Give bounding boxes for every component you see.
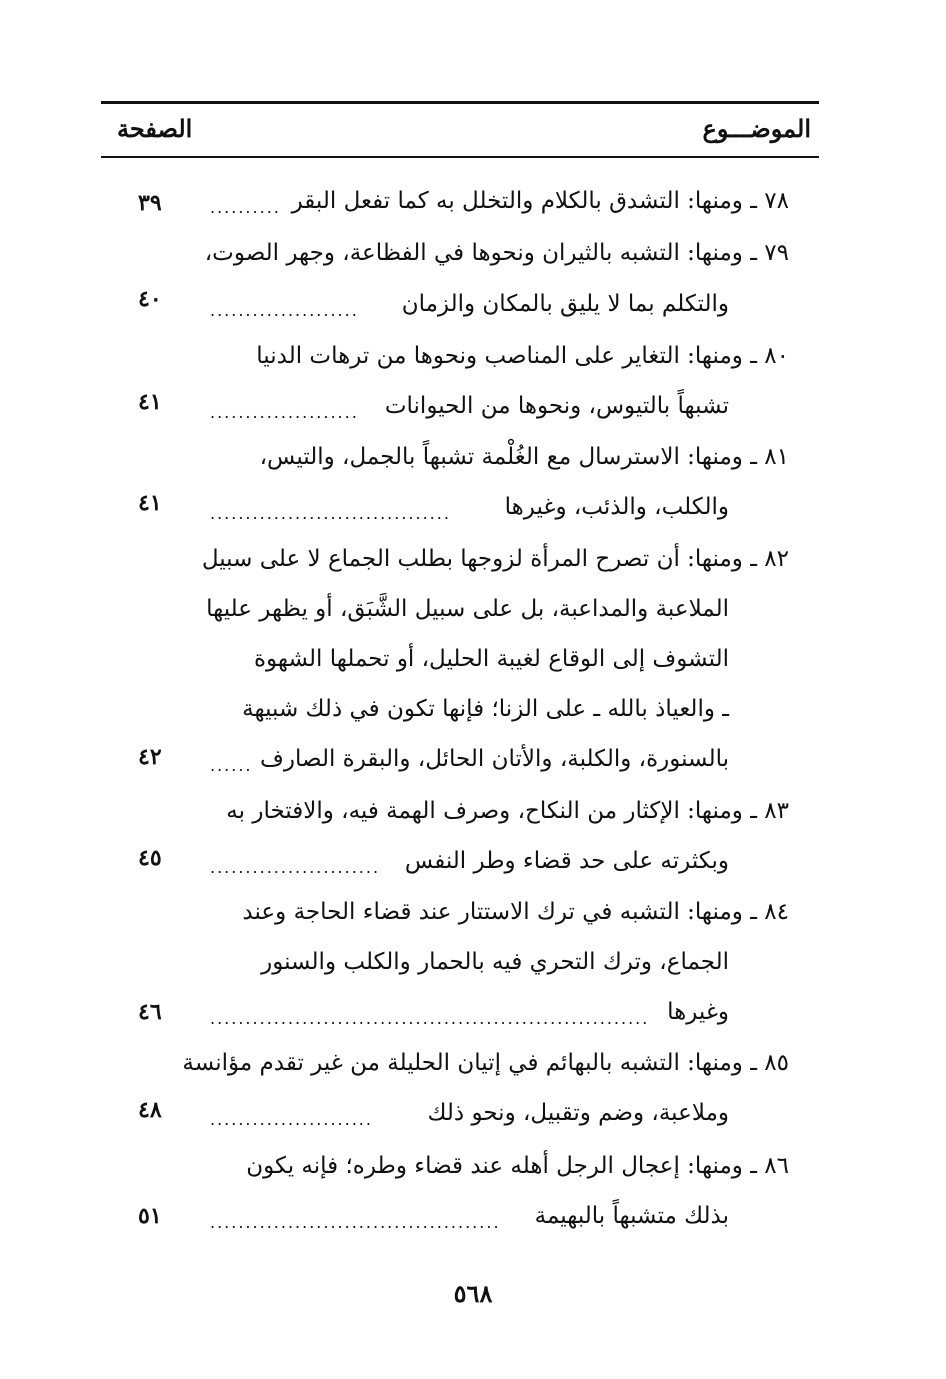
leader-dots: ...... [210, 756, 253, 775]
entry-79-line-1: ٧٩ ـ ومنها: التشبه بالثيران ونحوها في الفظاعة، وجهر الصوت، [204, 240, 789, 266]
entry-82-line-5: بالسنورة، والكلبة، والأتان الحائل، والبقرة الصارف [260, 746, 729, 772]
entry-85-line-2: وملاعبة، وضم وتقبيل، ونحو ذلك [427, 1100, 729, 1126]
entry-78-line-1: ٧٨ ـ ومنها: التشدق بالكلام والتخلل به كما تفعل البقر [291, 188, 789, 214]
leader-dots: ........................ [210, 858, 381, 877]
entry-85-page: ٤٨ [138, 1097, 162, 1123]
entry-78-page: ٣٩ [138, 190, 162, 216]
entry-86-line-1: ٨٦ ـ ومنها: إعجال الرجل أهله عند قضاء وطره؛ فإنه يكون [246, 1153, 789, 1179]
entry-84-page: ٤٦ [138, 999, 162, 1025]
entry-82-line-1: ٨٢ ـ ومنها: أن تصرح المرأة لزوجها بطلب الجماع لا على سبيل [201, 546, 789, 572]
entry-82-page: ٤٢ [138, 744, 162, 770]
entry-82-line-4: ـ والعياذ بالله ـ على الزنا؛ فإنها تكون في ذلك شبيهة [242, 696, 729, 722]
entry-84-line-2: الجماع، وترك التحري فيه بالحمار والكلب والسنور [261, 949, 729, 975]
leader-dots: .............................................................. [210, 1009, 650, 1028]
entry-85-line-1: ٨٥ ـ ومنها: التشبه بالبهائم في إتيان الحليلة من غير تقدم مؤانسة [182, 1050, 789, 1076]
entry-79-page: ٤٠ [138, 286, 162, 312]
entry-82-line-2: الملاعبة والمداعبة، بل على سبيل الشَّبَق، أو يظهر عليها [206, 596, 729, 622]
entry-80-line-1: ٨٠ ـ ومنها: التغاير على المناصب ونحوها من ترهات الدنيا [256, 343, 789, 369]
page-number-footer: ٥٦٨ [453, 1279, 493, 1308]
entry-82-line-3: التشوف إلى الوقاع لغيبة الحليل، أو تحملها الشهوة [253, 646, 729, 672]
entry-84-line-3: وغيرها [667, 999, 729, 1025]
leader-dots: ....................... [210, 1110, 373, 1129]
entry-83-line-1: ٨٣ ـ ومنها: الإكثار من النكاح، وصرف الهمة فيه، والافتخار به [226, 798, 789, 824]
entry-83-page: ٤٥ [138, 845, 162, 871]
entry-80-page: ٤١ [138, 389, 162, 415]
page-column-header: الصفحة [117, 114, 193, 143]
leader-dots: ......................................... [210, 1213, 501, 1232]
header-top-rule [101, 101, 819, 104]
entry-86-line-2: بذلك متشبهاً بالبهيمة [534, 1203, 729, 1229]
entry-83-line-2: وبكثرته على حد قضاء وطر النفس [404, 848, 729, 874]
leader-dots: .................................. [210, 504, 451, 523]
header-bottom-rule [101, 156, 819, 158]
entry-79-line-2: والتكلم بما لا يليق بالمكان والزمان [401, 291, 729, 317]
entry-86-page: ٥١ [138, 1203, 162, 1229]
entry-81-line-2: والكلب، والذئب، وغيرها [504, 494, 729, 520]
entry-81-page: ٤١ [138, 490, 162, 516]
entry-80-line-2: تشبهاً بالتيوس، ونحوها من الحيوانات [384, 393, 729, 419]
topic-column-header: الموضـــوع [702, 114, 811, 143]
leader-dots: ..................... [210, 301, 359, 320]
leader-dots: .......... [210, 198, 281, 217]
entry-81-line-1: ٨١ ـ ومنها: الاسترسال مع الغُلْمة تشبهاً بالجمل، والتيس، [259, 444, 789, 470]
entry-84-line-1: ٨٤ ـ ومنها: التشبه في ترك الاستتار عند قضاء الحاجة وعند [242, 899, 789, 925]
leader-dots: ..................... [210, 403, 359, 422]
